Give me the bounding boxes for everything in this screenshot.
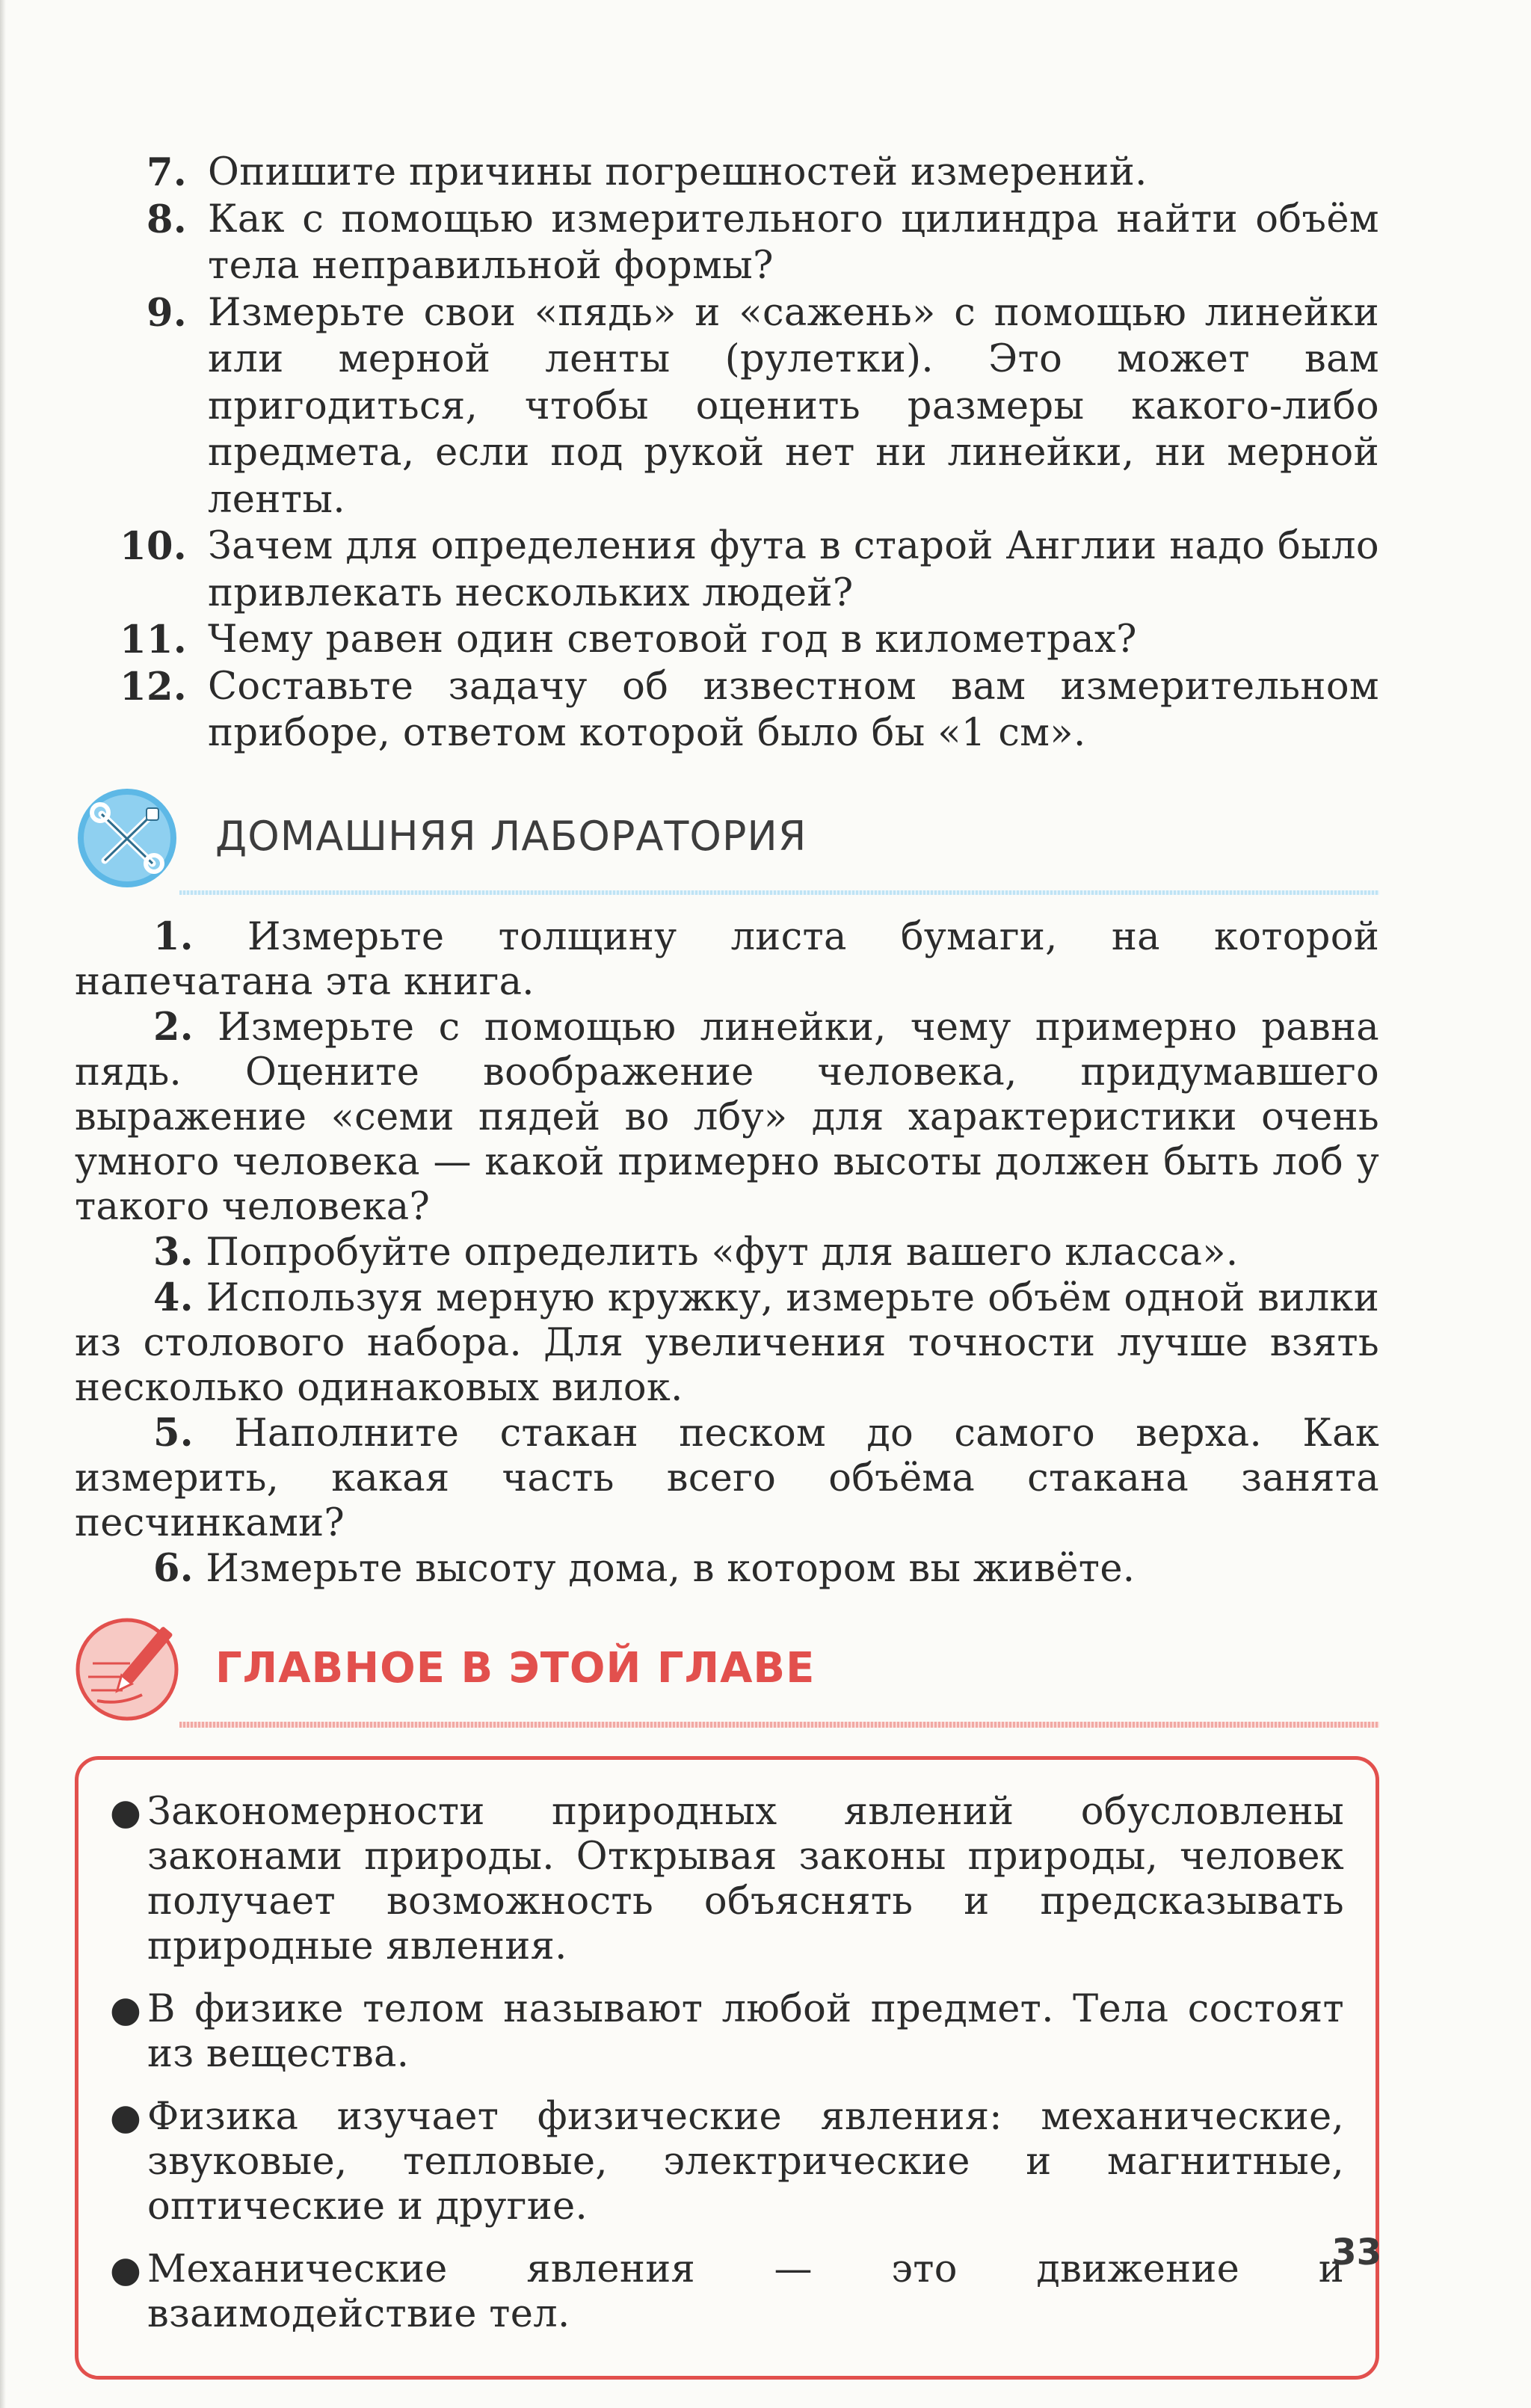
lab-task-number: 3.: [153, 1229, 194, 1275]
question-item: [75, 523, 1379, 617]
bullet-dot-icon: ●: [110, 1988, 142, 2030]
lab-task: [75, 1411, 1379, 1546]
question-number: 7.: [146, 150, 187, 195]
question-text: Чему равен один световой год в километрах?: [208, 618, 1137, 662]
summary-divider: [179, 1722, 1379, 1728]
lab-task-number: 6.: [153, 1545, 194, 1591]
page-content: [75, 150, 1379, 2380]
question-item: [75, 617, 1379, 664]
lab-task-text: Измерьте толщину листа бумаги, на которой напечатана эта книга.: [75, 914, 1379, 1004]
questions-list: [75, 150, 1379, 757]
question-text: Составьте задачу об известном вам измерительном приборе, ответом которой было бы «1 см».: [208, 664, 1379, 755]
lab-task-list: [75, 914, 1379, 1592]
summary-box: [75, 1756, 1379, 2380]
lab-task-number: 4.: [153, 1275, 194, 1320]
question-number: 9.: [146, 290, 187, 336]
lab-divider: [179, 890, 1379, 895]
summary-bullet-text: Закономерности природных явлений обусловлены законами природы. Открывая законы природы, человек получает возможность объяснять и предсказывать природные явления.: [147, 1789, 1344, 1968]
question-number: 10.: [120, 524, 187, 569]
summary-bullet: [110, 2247, 1344, 2337]
page-number: 33: [1331, 2232, 1381, 2273]
lab-task: [75, 1275, 1379, 1411]
lab-task-text: Измерьте с помощью линейки, чему примерно равна пядь. Оцените воображение человека, придумавшего выражение «семи пядей во лбу» для характеристики очень умного человека — какой примерно высоты должен быть лоб у такого человека?: [75, 1005, 1379, 1229]
lab-task-number: 2.: [153, 1004, 194, 1050]
lab-task-text: Используя мерную кружку, измерьте объём одной вилки из столового набора. Для увеличения точности лучше взять несколько одинаковых вилок.: [75, 1275, 1380, 1410]
pen-writing-icon: [75, 1617, 179, 1722]
question-text: Опишите причины погрешностей измерений.: [208, 150, 1148, 194]
question-item: [75, 664, 1379, 757]
question-number: 12.: [120, 664, 187, 709]
lab-task-text: Измерьте высоту дома, в котором вы живёте.: [206, 1546, 1136, 1591]
summary-bullet: [110, 1790, 1344, 1969]
summary-bullet-text: Физика изучает физические явления: механические, звуковые, тепловые, электрические и магнитные, оптические и другие.: [147, 2094, 1344, 2229]
lab-task-number: 1.: [153, 914, 194, 959]
lab-task: [75, 1005, 1379, 1230]
bullet-dot-icon: ●: [110, 1790, 142, 1833]
lab-section-header: [75, 786, 1379, 898]
lab-task: [75, 1546, 1379, 1592]
question-number: 8.: [146, 197, 187, 242]
question-item: [75, 197, 1379, 290]
question-item: [75, 290, 1379, 524]
lab-task: [75, 914, 1379, 1005]
lab-section-title: ДОМАШНЯЯ ЛАБОРАТОРИЯ: [215, 812, 807, 860]
summary-bullet: [110, 1987, 1344, 2077]
lab-task-text: Наполните стакан песком до самого верха. Как измерить, какая часть всего объёма стакана занята песчинками?: [75, 1411, 1380, 1545]
bullet-dot-icon: ●: [110, 2248, 142, 2291]
page-edge: [0, 0, 6, 2408]
summary-section-header: [75, 1620, 1379, 1732]
summary-section-title: ГЛАВНОЕ В ЭТОЙ ГЛАВЕ: [215, 1643, 816, 1693]
question-text: Как с помощью измерительного цилиндра найти объём тела неправильной формы?: [208, 197, 1379, 288]
summary-bullet-text: Механические явления — это движение и взаимодействие тел.: [147, 2247, 1344, 2336]
question-text: Зачем для определения фута в старой Англии надо было привлекать нескольких людей?: [208, 524, 1379, 615]
lab-task: [75, 1230, 1379, 1275]
summary-bullet: [110, 2095, 1344, 2229]
question-number: 11.: [120, 618, 187, 662]
lab-task-text: Попробуйте определить «фут для вашего класса».: [206, 1230, 1239, 1275]
summary-bullet-text: В физике телом называют любой предмет. Тела состоят из вещества.: [147, 1986, 1344, 2076]
bullet-dot-icon: ●: [110, 2096, 142, 2138]
lab-task-number: 5.: [153, 1410, 194, 1456]
wrench-screwdriver-icon: [75, 786, 179, 890]
question-text: Измерьте свои «пядь» и «сажень» с помощью линейки или мерной ленты (рулетки). Это может вам пригодиться, чтобы оценить размеры какого-либо предмета, если под рукой нет ни линейки, ни мерной ленты.: [208, 290, 1379, 522]
question-item: [75, 150, 1379, 197]
